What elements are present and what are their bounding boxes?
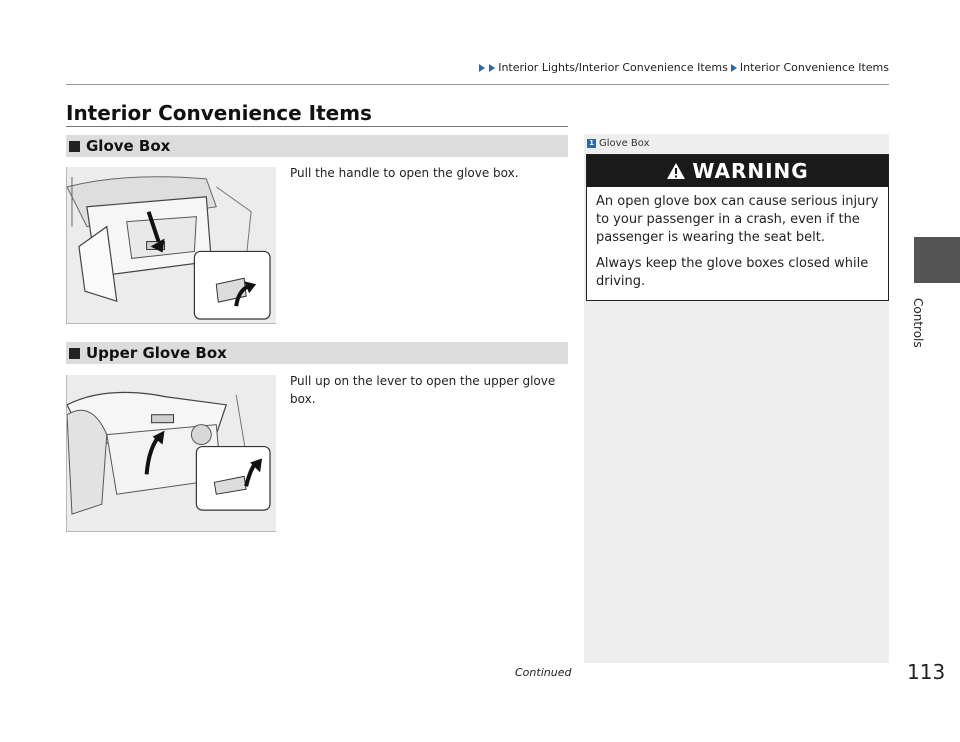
sidenote-title	[587, 138, 649, 149]
warning-body	[587, 187, 888, 291]
warning-paragraph: An open glove box can cause serious injury to your passenger in a crash, even if the passenger is wearing the seat belt.	[596, 194, 879, 245]
breadcrumb-item-convenience[interactable]: Interior Convenience Items	[739, 61, 889, 74]
square-bullet-icon	[69, 348, 80, 359]
warning-label: WARNING	[692, 159, 809, 183]
breadcrumb-arrow-icon	[731, 64, 737, 72]
page-number: 113	[907, 660, 946, 684]
header-rule	[66, 84, 889, 85]
breadcrumb-item-interior-lights[interactable]: Interior Lights/Interior Convenience Items	[498, 61, 728, 74]
warning-box	[586, 154, 889, 301]
glove-box-instruction: Pull the handle to open the glove box.	[290, 166, 519, 180]
title-rule	[66, 126, 568, 127]
breadcrumb-arrow-icon	[479, 64, 485, 72]
section-heading-glove-box	[66, 135, 568, 157]
breadcrumb	[478, 61, 889, 74]
continued-note: Continued	[515, 666, 572, 679]
warning-triangle-icon	[666, 162, 686, 180]
chapter-tab-label: Controls	[911, 298, 925, 348]
glove-box-illustration	[66, 167, 276, 324]
sidenote-title-text: Glove Box	[599, 138, 650, 149]
note-marker-icon: 1	[587, 139, 596, 148]
sidenote-panel	[584, 134, 889, 663]
chapter-tab[interactable]	[914, 237, 960, 283]
section-heading-text: Glove Box	[86, 137, 171, 155]
upper-glove-box-instruction: Pull up on the lever to open the upper glove box.	[290, 374, 556, 406]
upper-glove-box-illustration	[66, 375, 276, 532]
section-heading-upper-glove-box	[66, 342, 568, 364]
warning-banner	[587, 155, 888, 187]
section-heading-text: Upper Glove Box	[86, 344, 227, 362]
page-title: Interior Convenience Items	[66, 101, 372, 125]
breadcrumb-arrow-icon	[489, 64, 495, 72]
square-bullet-icon	[69, 141, 80, 152]
warning-paragraph: Always keep the glove boxes closed while driving.	[596, 256, 869, 289]
